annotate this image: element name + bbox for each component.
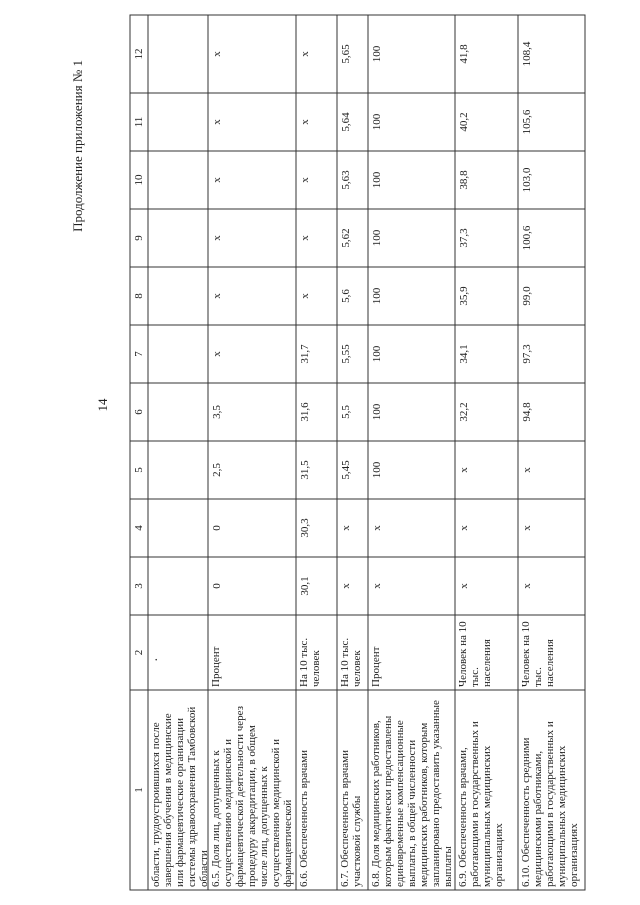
table-cell: х bbox=[299, 177, 311, 183]
column-header: 8 bbox=[133, 293, 145, 299]
table-cell: 30,3 bbox=[299, 518, 311, 538]
table-cell: 97,3 bbox=[521, 344, 533, 364]
table-cell: 100 bbox=[371, 113, 383, 131]
row-label: 6.5. Доля лиц, допущенных к осуществлению медицинской и фармацевтической деятельности через процедуру аккредитации, в общем числе лиц, допущенных к осуществлению медицинской и фармацевтической bbox=[210, 706, 294, 887]
table-cell: 100 bbox=[371, 229, 383, 247]
table-cell: х bbox=[299, 293, 311, 299]
column-header: 3 bbox=[133, 583, 145, 589]
table-cell: 100 bbox=[371, 461, 383, 479]
table-cell: 108,4 bbox=[521, 41, 533, 67]
table-cell: х bbox=[299, 119, 311, 125]
table-cell: х bbox=[458, 467, 470, 473]
table-cell: 99,0 bbox=[521, 286, 533, 306]
row-label: 6.6. Обеспеченность врачами bbox=[298, 750, 310, 887]
table-cell: 5,6 bbox=[340, 289, 352, 303]
table-cell: 5,55 bbox=[340, 344, 352, 364]
table-cell: 5,62 bbox=[340, 228, 352, 248]
column-header: 2 bbox=[133, 649, 145, 656]
table-cell: 32,2 bbox=[458, 402, 470, 422]
table-cell: 5,64 bbox=[340, 112, 352, 132]
column-header: 10 bbox=[133, 174, 145, 186]
table-cell: 0 bbox=[211, 583, 223, 589]
table-cell: 5,5 bbox=[340, 405, 352, 419]
table-cell: х bbox=[458, 525, 470, 531]
table-cell: 37,3 bbox=[458, 228, 470, 248]
table-cell bbox=[151, 15, 165, 93]
column-header: 12 bbox=[133, 48, 145, 60]
table-cell: х bbox=[521, 467, 533, 473]
column-header: 9 bbox=[133, 235, 145, 241]
table-cell: 100 bbox=[371, 287, 383, 305]
column-header: 1 bbox=[133, 787, 145, 793]
page-number: 14 bbox=[95, 398, 110, 412]
table-cell: 0 bbox=[211, 525, 223, 531]
table-cell: х bbox=[340, 525, 352, 531]
table-cell: х bbox=[211, 177, 223, 183]
table-cell: х bbox=[371, 583, 383, 589]
table-cell: х bbox=[371, 525, 383, 531]
table-cell: х bbox=[521, 583, 533, 589]
table-cell: 105,6 bbox=[521, 109, 533, 135]
table-cell: 94,8 bbox=[521, 402, 533, 422]
table-cell: х bbox=[211, 119, 223, 125]
table-cell: 35,9 bbox=[458, 286, 470, 306]
table-cell: 41,8 bbox=[458, 44, 470, 64]
row-unit: Человек на 10 тыс. населения bbox=[457, 621, 493, 687]
row-unit: На 10 тыс. человек bbox=[298, 637, 322, 687]
table-cell bbox=[151, 383, 165, 441]
row-label: 6.10. Обеспеченность средними медицинскими работниками, работающими в государственных и муниципальных медицинских организациях bbox=[520, 721, 580, 887]
table-cell: 31,7 bbox=[299, 344, 311, 364]
table-cell bbox=[151, 93, 165, 151]
table-cell: 34,1 bbox=[458, 344, 470, 364]
table-cell bbox=[151, 151, 165, 209]
table-cell: 100,6 bbox=[521, 225, 533, 251]
table-cell: 5,65 bbox=[340, 44, 352, 64]
table-cell: 5,63 bbox=[340, 170, 352, 190]
table-cell: 5,45 bbox=[340, 460, 352, 480]
table-cell: х bbox=[211, 235, 223, 241]
table-cell: х bbox=[340, 583, 352, 589]
row-unit bbox=[150, 618, 207, 687]
table-cell bbox=[151, 209, 165, 267]
table-cell: х bbox=[521, 525, 533, 531]
appendix-title: Продолжение приложения № 1 bbox=[70, 60, 85, 232]
table-cell: 2,5 bbox=[211, 463, 223, 477]
row-unit: Человек на 10 тыс. населения bbox=[520, 621, 556, 687]
table-cell: 100 bbox=[371, 345, 383, 363]
table-cell bbox=[151, 499, 165, 557]
table-cell: 30,1 bbox=[299, 576, 311, 596]
column-header: 6 bbox=[133, 409, 145, 415]
row-unit: Процент bbox=[370, 646, 382, 687]
column-header: 5 bbox=[133, 467, 145, 473]
table-cell: 31,6 bbox=[299, 402, 311, 422]
table-cell bbox=[151, 325, 165, 383]
table-cell: х bbox=[299, 51, 311, 57]
table-cell: 3,5 bbox=[211, 405, 223, 419]
row-label: 6.8. Доля медицинских работников, которым фактически предоставлены единовременные компенсационные выплаты, в общей численности медицинских работников, которым запланировано предоставить указанные выплаты bbox=[370, 700, 454, 887]
table-cell: х bbox=[211, 351, 223, 357]
table-cell bbox=[151, 267, 165, 325]
row-label: области, трудоустроившихся после завершения обучения в медицинские или фармацевтические организации системы здравоохранения Тамбовской области bbox=[150, 706, 210, 887]
scan-mark: · bbox=[150, 657, 165, 662]
column-header: 11 bbox=[133, 116, 145, 128]
table-cell: 31,5 bbox=[299, 460, 311, 480]
table-cell: 100 bbox=[371, 45, 383, 63]
table-cell: 103,0 bbox=[521, 167, 533, 193]
table-cell: х bbox=[211, 293, 223, 299]
table-cell: х bbox=[458, 583, 470, 589]
table-cell: х bbox=[211, 51, 223, 57]
row-unit: Процент bbox=[210, 646, 222, 687]
table-cell bbox=[151, 441, 165, 499]
table-cell: х bbox=[299, 235, 311, 241]
table-cell: 100 bbox=[371, 403, 383, 421]
table-cell bbox=[151, 557, 165, 615]
row-label: 6.7. Обеспеченность врачами участковой службы bbox=[339, 750, 363, 887]
column-header: 7 bbox=[133, 351, 145, 357]
table-cell: 40,2 bbox=[458, 112, 470, 132]
table-cell: 100 bbox=[371, 171, 383, 189]
table-cell: 38,8 bbox=[458, 170, 470, 190]
row-unit: На 10 тыс. человек bbox=[339, 637, 363, 687]
column-header: 4 bbox=[133, 525, 145, 531]
row-label: 6.9. Обеспеченность врачами, работающими в государственных и муниципальных медицинских организациях bbox=[457, 721, 505, 887]
